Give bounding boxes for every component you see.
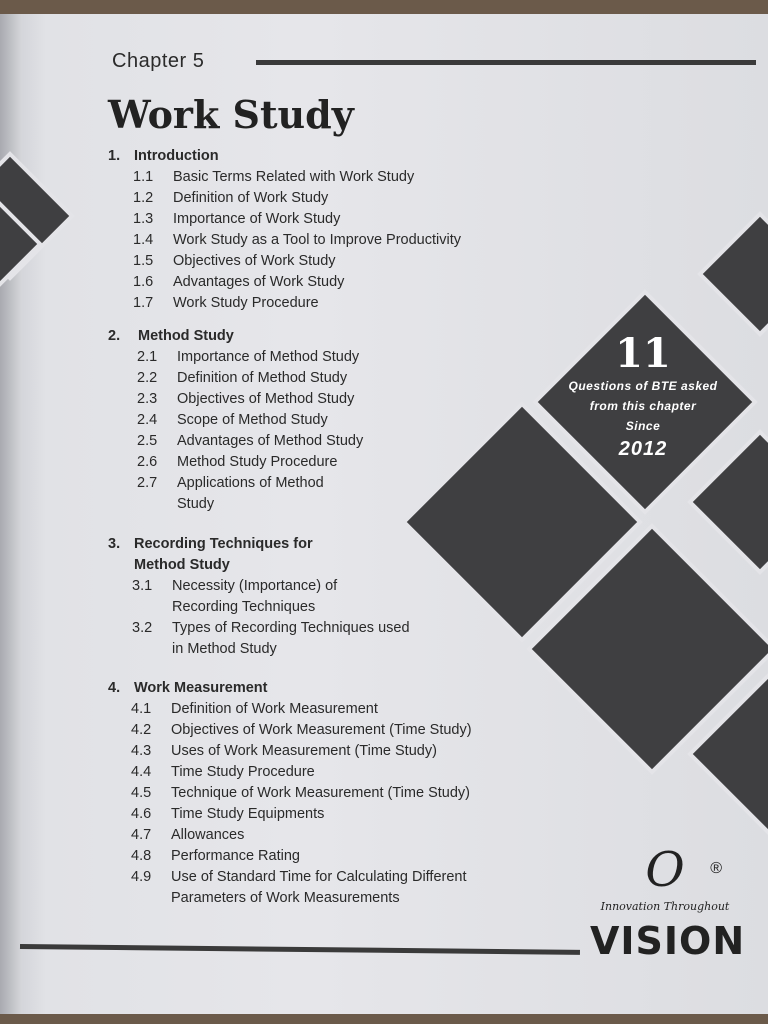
toc-item-title: Scope of Method Study (177, 412, 328, 428)
toc-item-number: 2.7 (137, 475, 158, 491)
toc-item-title: Performance Rating (171, 848, 300, 864)
page-title: Work Study (108, 92, 354, 137)
toc-item-number: 3.2 (132, 620, 153, 636)
toc-item (108, 804, 548, 825)
vision-logo-icon: O (645, 842, 685, 898)
toc-item-number: 1.1 (133, 169, 154, 185)
toc-item (108, 452, 548, 473)
toc-item-title: Basic Terms Related with Work Study (173, 169, 415, 185)
toc-item-number: 4.8 (131, 848, 152, 864)
badge-line-1: Questions of BTE asked (568, 379, 718, 393)
bte-questions-badge (558, 332, 728, 461)
toc-item-title: Advantages of Method Study (177, 433, 364, 449)
section-number: 2. (108, 328, 121, 344)
diamond-right-top (700, 214, 768, 334)
toc-item-title: Definition of Method Study (177, 370, 348, 386)
toc-section-work-measurement (108, 678, 548, 909)
badge-line-2: from this chapter (589, 399, 697, 413)
toc-item (108, 272, 548, 293)
toc-item (108, 618, 548, 660)
toc-item-number: 3.1 (132, 578, 153, 594)
toc-item-title: Allowances (171, 827, 245, 843)
toc-section-method-study (108, 326, 548, 515)
toc-item (108, 230, 548, 251)
toc-item (108, 846, 548, 867)
section-title: Introduction (134, 148, 219, 164)
toc-item-number: 4.3 (131, 743, 152, 759)
section-number: 4. (108, 680, 121, 696)
toc-item-title: Time Study Procedure (171, 764, 315, 780)
toc-item (108, 431, 548, 452)
toc-item-title: Applications of Method Study (177, 475, 324, 512)
toc-item (108, 410, 548, 431)
toc-item-title: Method Study Procedure (177, 454, 338, 470)
toc-item (108, 867, 548, 909)
toc-item (108, 473, 548, 515)
chapter-label: Chapter 5 (112, 50, 205, 72)
toc-item-number: 4.9 (131, 869, 152, 885)
toc-item (108, 762, 548, 783)
toc-item-title: Objectives of Method Study (177, 391, 355, 407)
toc-item (108, 576, 548, 618)
toc-item-number: 4.1 (131, 701, 152, 717)
toc-item-title: Technique of Work Measurement (Time Study) (171, 785, 470, 801)
toc-item (108, 699, 548, 720)
table-of-contents (108, 146, 548, 909)
toc-item-title: Importance of Work Study (173, 211, 341, 227)
toc-item-number: 2.3 (137, 391, 158, 407)
toc-item-number: 4.5 (131, 785, 152, 801)
toc-item (108, 209, 548, 230)
toc-item (108, 167, 548, 188)
toc-item-title: Work Study as a Tool to Improve Productivity (173, 232, 461, 248)
toc-item-number: 2.6 (137, 454, 158, 470)
toc-item-title: Work Study Procedure (173, 295, 319, 311)
toc-item-title: Uses of Work Measurement (Time Study) (171, 743, 437, 759)
toc-item-number: 4.2 (131, 722, 152, 738)
toc-item-title: Objectives of Work Study (173, 253, 336, 269)
logo-name: VISION (590, 919, 746, 963)
book-page (0, 14, 768, 1014)
toc-item-number: 2.5 (137, 433, 158, 449)
toc-item-title: Necessity (Importance) of Recording Techniques (172, 578, 338, 615)
toc-item-number: 4.6 (131, 806, 152, 822)
toc-item (108, 741, 548, 762)
toc-item (108, 720, 548, 741)
toc-item-title: Definition of Work Measurement (171, 701, 378, 717)
publisher-logo (590, 842, 746, 963)
badge-year: 2012 (618, 438, 668, 460)
toc-item-title: Time Study Equipments (171, 806, 325, 822)
toc-item-title: Objectives of Work Measurement (Time Study) (171, 722, 472, 738)
badge-question-count: 11 (615, 330, 671, 377)
section-title: Recording Techniques for Method Study (134, 536, 313, 573)
toc-item-number: 2.1 (137, 349, 158, 365)
toc-item-number: 1.4 (133, 232, 154, 248)
toc-item-number: 1.6 (133, 274, 154, 290)
toc-item (108, 389, 548, 410)
toc-item-title: Definition of Work Study (173, 190, 329, 206)
toc-item-number: 1.7 (133, 295, 154, 311)
toc-item (108, 251, 548, 272)
chapter-rule (256, 60, 756, 65)
badge-line-3: Since (625, 419, 661, 433)
logo-tagline: Innovation Throughout (600, 900, 730, 913)
section-title: Method Study (138, 328, 234, 344)
toc-item (108, 368, 548, 389)
toc-section-introduction (108, 146, 548, 314)
toc-item-number: 4.7 (131, 827, 152, 843)
section-number: 3. (108, 536, 121, 552)
toc-item-title: Advantages of Work Study (173, 274, 345, 290)
toc-item-number: 2.2 (137, 370, 158, 386)
toc-item-number: 4.4 (131, 764, 152, 780)
section-title: Work Measurement (134, 680, 268, 696)
toc-item-number: 1.2 (133, 190, 154, 206)
section-number: 1. (108, 148, 121, 164)
toc-item-title: Types of Recording Techniques used in Method Study (172, 620, 410, 657)
toc-item (108, 783, 548, 804)
toc-section-recording-techniques (108, 534, 548, 660)
toc-item-title: Use of Standard Time for Calculating Different Parameters of Work Measurements (171, 869, 467, 906)
toc-item (108, 293, 548, 314)
toc-item-title: Importance of Method Study (177, 349, 360, 365)
toc-item-number: 1.3 (133, 211, 154, 227)
toc-item (108, 347, 548, 368)
toc-item-number: 1.5 (133, 253, 154, 269)
toc-item (108, 188, 548, 209)
registered-mark: ® (710, 860, 722, 877)
toc-item-number: 2.4 (137, 412, 158, 428)
toc-item (108, 825, 548, 846)
